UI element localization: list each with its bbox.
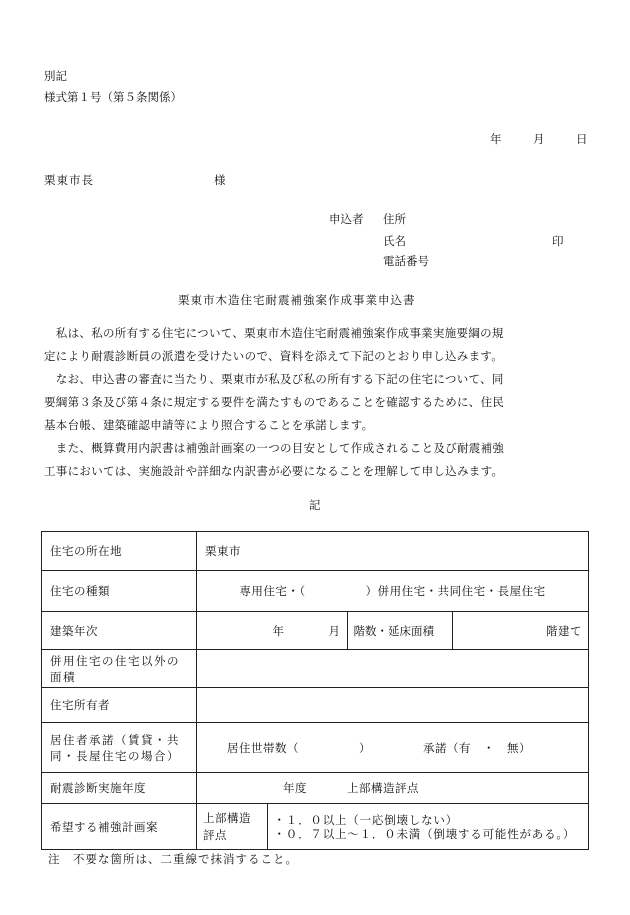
phone-label: 電話番号 (383, 254, 429, 268)
form-number: 様式第１号（第５条関係） (44, 90, 182, 104)
date-day: 日 (576, 132, 588, 146)
row-year (42, 612, 589, 650)
address-label: 住所 (383, 212, 406, 226)
month-unit: 月 (328, 623, 341, 638)
honorific: 様 (214, 173, 226, 187)
year-field[interactable] (197, 612, 347, 649)
consent-field[interactable]: 承諾（有 ・ 無） (423, 740, 531, 755)
owner-value[interactable] (197, 688, 589, 723)
seal-mark: 印 (552, 234, 564, 248)
application-table (41, 531, 589, 850)
mixed-area-value[interactable] (197, 650, 589, 688)
row-plan (42, 804, 589, 850)
ki-heading: 記 (309, 498, 321, 512)
year-label: 建築年次 (42, 612, 197, 650)
resident-label: 居住者承諾（賃貸・共同・長屋住宅の場合） (42, 723, 197, 773)
diag-score[interactable]: 上部構造評点 (347, 781, 419, 795)
households-field[interactable]: 居住世帯数（ ） (227, 740, 371, 755)
row-mixed-area (42, 650, 589, 688)
plan-option-2[interactable]: ・０．７以上～１．０未満（倒壊する可能性がある。） (273, 826, 576, 841)
para3-line1: また、概算費用内訳書は補強計画案の一つの目安として作成されること及び耐震補強 (44, 441, 505, 455)
para3-line2: 工事においては、実施設計や詳細な内訳書が必要になることを理解して申し込みます。 (44, 464, 504, 478)
type-value[interactable]: 専用住宅・（ ）併用住宅・共同住宅・長屋住宅 (197, 571, 589, 612)
row-location (42, 532, 589, 571)
footnote: 注 不要な箇所は、二重線で抹消すること。 (48, 852, 298, 866)
plan-sublabel: 上部構造評点 (203, 810, 251, 842)
body-text (44, 322, 592, 483)
floors-value[interactable]: 階建て (452, 612, 588, 649)
floors-label: 階数・延床面積 (347, 612, 452, 649)
row-owner (42, 688, 589, 723)
owner-label: 住宅所有者 (42, 688, 197, 723)
plan-option-1[interactable]: ・１．０以上（一応倒壊しない） (273, 812, 458, 827)
location-value[interactable]: 栗東市 (197, 532, 589, 571)
name-label: 氏名 (383, 234, 406, 248)
location-label: 住宅の所在地 (42, 532, 197, 571)
year-unit: 年 (272, 623, 285, 638)
row-resident (42, 723, 589, 773)
type-label: 住宅の種類 (42, 571, 197, 612)
para2-line1: なお、申込書の審査に当たり、栗東市が私及び私の所有する下記の住宅について、同 (44, 372, 504, 386)
applicant-label: 申込者 (329, 212, 364, 226)
date-month: 月 (533, 132, 545, 146)
para2-line2: 要綱第３条及び第４条に規定する要件を満たすものであることを確認するために、住民 (44, 395, 505, 409)
para1-line2: 定により耐震診断員の派遣を受けたいので、資料を添えて下記のとおり申し込みます。 (44, 349, 504, 363)
date-year: 年 (490, 132, 502, 146)
para1-line1: 私は、私の所有する住宅について、栗東市木造住宅耐震補強案作成事業実施要綱の規 (44, 326, 504, 340)
addressee: 栗東市長 (44, 173, 94, 187)
row-type (42, 571, 589, 612)
para2-line3: 基本台帳、建築確認申請等により照合することを承諾します。 (44, 418, 374, 432)
mixed-area-label: 併用住宅の住宅以外の面積 (42, 650, 197, 688)
diag-year[interactable]: 年度 (283, 781, 307, 795)
annex-label: 別記 (44, 69, 67, 83)
plan-label: 希望する補強計画案 (42, 804, 197, 850)
row-diagnosis (42, 773, 589, 804)
document-title: 栗東市木造住宅耐震補強案作成事業申込書 (178, 293, 416, 307)
diag-label: 耐震診断実施年度 (42, 773, 197, 804)
